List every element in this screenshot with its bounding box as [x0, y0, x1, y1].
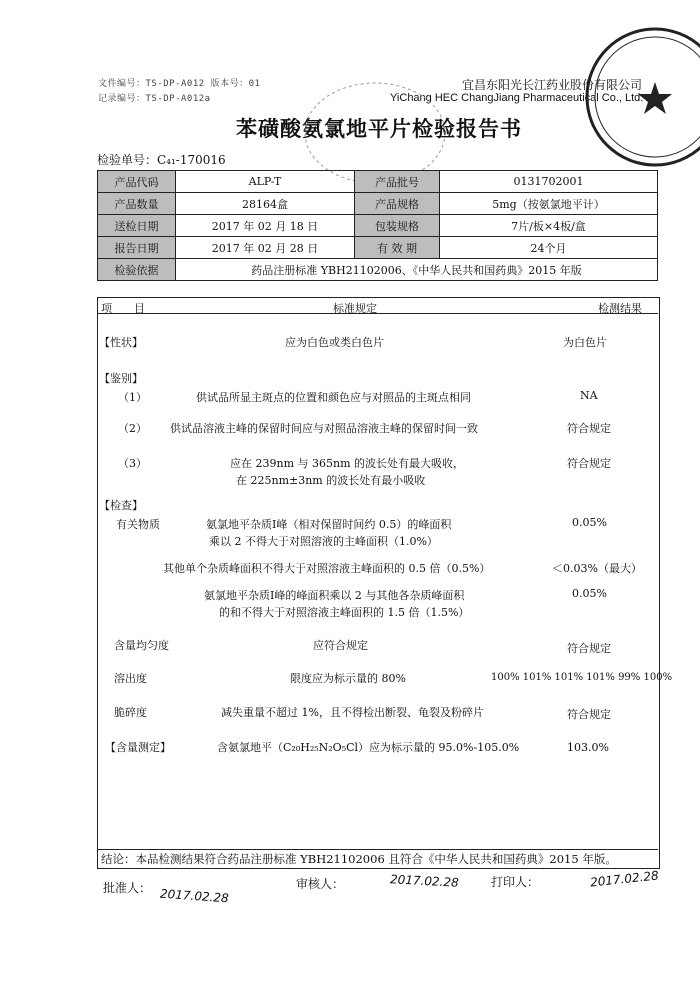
product-info-table: [97, 170, 658, 281]
id-standard: 供试品所显主斑点的位置和颜色应与对照品的主斑点相同: [196, 391, 471, 404]
product-code: ALP-T: [176, 171, 355, 193]
friability-standard: 减失重量不超过 1%，且不得检出断裂、龟裂及粉碎片: [221, 706, 484, 719]
character-label: 【性状】: [99, 336, 143, 349]
reviewer-signature: 2017.02.28: [389, 872, 460, 890]
reviewer-label: 审核人：: [296, 877, 345, 891]
id-no: （2）: [118, 422, 147, 435]
related-result: 0.05%: [572, 516, 607, 529]
quantity: 28164盒: [176, 193, 355, 215]
basis: 药品注册标准 YBH21102006、《中华人民共和国药典》2015 年版: [176, 259, 658, 281]
uniformity-result: 符合规定: [567, 642, 611, 655]
approver-label: 批准人：: [103, 881, 152, 895]
related-result: ＜0.03%（最大）: [552, 562, 642, 575]
inspection-number: 检验单号：C₄₁-170016: [97, 153, 226, 167]
uniformity-label: 含量均匀度: [114, 639, 169, 652]
friability-label: 脆碎度: [114, 706, 147, 719]
seal-icon: [580, 22, 700, 172]
id-standard-line2: 在 225nm±3nm 的波长处有最小吸收: [236, 474, 426, 487]
conclusion-divider: [97, 849, 658, 850]
validity-label: 有 效 期: [355, 237, 440, 259]
related-substances-label: 有关物质: [116, 518, 160, 531]
printer-signature: 2017.02.28: [589, 868, 660, 890]
dissolution-standard: 限度应为标示量的 80%: [290, 672, 406, 685]
product-code-label: 产品代码: [98, 171, 176, 193]
conclusion: 结论：本品检测结果符合药品注册标准 YBH21102006 且符合《中华人民共和国药典》2015 年版。: [101, 852, 617, 866]
report-date: 2017 年 02 月 28 日: [176, 237, 355, 259]
pack: 7片/板×4板/盒: [440, 215, 658, 237]
related-standard-line2: 乘以 2 不得大于对照溶液的主峰面积（1.0%）: [209, 535, 438, 548]
uniformity-standard: 应符合规定: [313, 639, 368, 652]
related-standard: 氨氯地平杂质Ⅰ峰的峰面积乘以 2 与其他各杂质峰面积: [204, 589, 465, 602]
col-standard: 标准规定: [333, 302, 377, 315]
results-section: [97, 297, 660, 869]
official-stamp: [580, 22, 700, 172]
id-no: （3）: [118, 457, 147, 470]
col-item: 项 目: [101, 302, 145, 315]
dissolution-result: 100% 101% 101% 101% 99% 100%: [491, 672, 673, 683]
friability-result: 符合规定: [567, 708, 611, 721]
company-name-cn: 宜昌东阳光长江药业股份有限公司: [462, 78, 643, 92]
related-standard: 氨氯地平杂质Ⅰ峰（相对保留时间约 0.5）的峰面积: [206, 518, 452, 531]
id-standard: 应在 239nm 与 365nm 的波长处有最大吸收，: [230, 457, 465, 470]
batch-label: 产品批号: [355, 171, 440, 193]
batch-number: 0131702001: [440, 171, 658, 193]
printer-label: 打印人：: [491, 875, 540, 889]
doc-number: 文件编号：TS-DP-A012 版本号：01: [98, 79, 261, 89]
page-title: 苯磺酸氨氯地平片检验报告书: [236, 117, 522, 141]
id-result: 符合规定: [567, 422, 611, 435]
character-result: 为白色片: [563, 336, 607, 349]
assay-result: 103.0%: [567, 741, 609, 754]
id-standard: 供试品溶液主峰的保留时间应与对照品溶液主峰的保留时间一致: [170, 422, 478, 435]
quantity-label: 产品数量: [98, 193, 176, 215]
col-result: 检测结果: [598, 302, 642, 315]
pack-label: 包装规格: [355, 215, 440, 237]
approver-signature: 2017.02.28: [159, 886, 230, 906]
identification-label: 【鉴别】: [99, 372, 143, 385]
dissolution-label: 溶出度: [114, 672, 147, 685]
record-number: 记录编号：TS-DP-A012a: [98, 94, 211, 104]
id-no: （1）: [118, 391, 147, 404]
spec: 5mg（按氨氯地平计）: [440, 193, 658, 215]
assay-standard: 含氨氯地平（C₂₀H₂₅N₂O₅Cl）应为标示量的 95.0%-105.0%: [217, 741, 520, 754]
spec-label: 产品规格: [355, 193, 440, 215]
company-name-en: YiChang HEC ChangJiang Pharmaceutical Co., Ltd.: [390, 92, 644, 104]
send-date-label: 送检日期: [98, 215, 176, 237]
header-divider: [97, 313, 658, 314]
send-date: 2017 年 02 月 18 日: [176, 215, 355, 237]
related-result: 0.05%: [572, 587, 607, 600]
assay-label: 【含量测定】: [105, 741, 171, 754]
id-result: NA: [580, 389, 598, 402]
id-result: 符合规定: [567, 457, 611, 470]
basis-label: 检验依据: [98, 259, 176, 281]
related-standard: 其他单个杂质峰面积不得大于对照溶液主峰面积的 0.5 倍（0.5%）: [163, 562, 491, 575]
validity: 24个月: [440, 237, 658, 259]
character-standard: 应为白色或类白色片: [285, 336, 384, 349]
related-standard-line2: 的和不得大于对照溶液主峰面积的 1.5 倍（1.5%）: [219, 606, 470, 619]
report-date-label: 报告日期: [98, 237, 176, 259]
examination-label: 【检查】: [99, 499, 143, 512]
